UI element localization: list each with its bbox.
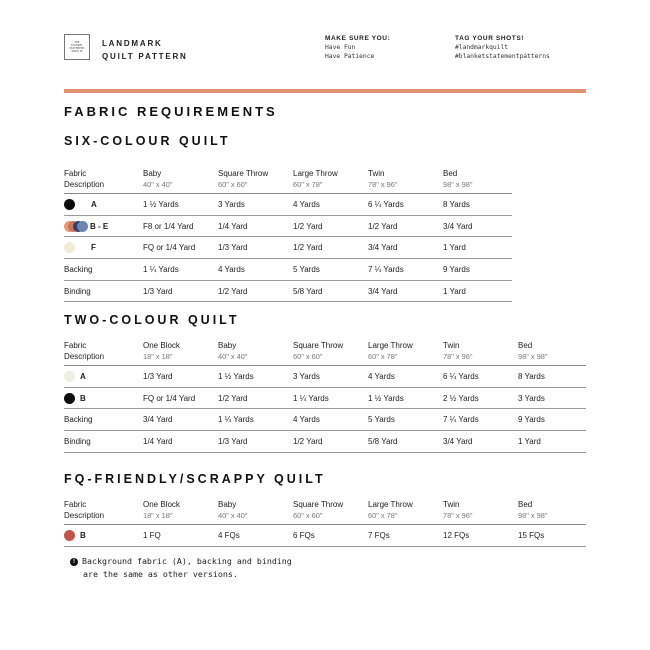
fabric-cell: F	[64, 237, 143, 259]
column-header: Large Throw 60" x 78"	[368, 340, 443, 366]
black-swatch-icon	[64, 199, 75, 210]
table-row	[64, 525, 586, 547]
table-cell: 1/3 Yard	[218, 431, 293, 453]
hashtag: #blanketstatementpatterns	[455, 53, 550, 60]
table-cell: 9 Yards	[443, 259, 512, 281]
table-cell: 4 Yards	[218, 259, 293, 281]
pattern-brand	[102, 37, 188, 63]
table-cell: 5 Yards	[368, 409, 443, 431]
fabric-cell: Binding	[64, 431, 143, 453]
column-header: Square Throw 60" x 60"	[293, 340, 368, 366]
table-cell: 1 ¼ Yards	[218, 409, 293, 431]
footnote	[70, 555, 292, 580]
table-cell: 1/4 Yard	[218, 215, 293, 237]
column-header: Fabric Description	[64, 168, 143, 194]
page-header	[64, 34, 594, 74]
hashtag: #landmarkquilt	[455, 44, 509, 51]
cream-swatch-icon	[64, 242, 75, 253]
table-cell: 3/4 Yard	[443, 215, 512, 237]
column-header: Twin 78" x 96"	[443, 340, 518, 366]
table-cell: 9 Yards	[518, 409, 586, 431]
six-colour-table	[64, 168, 512, 302]
blanket-statement-logo	[64, 34, 90, 60]
table-cell: 2 ½ Yards	[443, 387, 518, 409]
table-cell: 1/2 Yard	[218, 387, 293, 409]
table-row	[64, 194, 512, 216]
table-cell: 1 ¼ Yards	[293, 387, 368, 409]
table-header-row	[64, 340, 586, 366]
table-cell: 6 ¼ Yards	[368, 194, 443, 216]
fabric-cell: B	[64, 387, 143, 409]
column-header: Baby 40" x 40"	[143, 168, 218, 194]
column-header: Bed 98" x 98"	[518, 499, 586, 525]
table-cell: 4 Yards	[293, 409, 368, 431]
table-row	[64, 259, 512, 281]
logo-text: THE	[74, 41, 80, 44]
cream-swatch-icon	[64, 371, 75, 382]
column-header: One Block 18" x 18"	[143, 499, 218, 525]
table-cell: 6 FQs	[293, 525, 368, 547]
table-cell: 1 ½ Yards	[143, 194, 218, 216]
table-cell: 1/2 Yard	[368, 215, 443, 237]
table-cell: 3/4 Yard	[368, 280, 443, 302]
table-cell: 12 FQs	[443, 525, 518, 547]
table-cell: 5/8 Yard	[368, 431, 443, 453]
table-cell: 8 Yards	[443, 194, 512, 216]
table-cell: 3 Yards	[518, 387, 586, 409]
two-colour-title: TWO-COLOUR QUILT	[64, 313, 240, 327]
column-header: Square Throw 60" x 60"	[218, 168, 293, 194]
table-row	[64, 280, 512, 302]
table-cell: 1/2 Yard	[218, 280, 293, 302]
table-cell: 6 ¼ Yards	[443, 366, 518, 388]
column-header: Bed 98" x 98"	[518, 340, 586, 366]
multi-colour-swatch-icon	[64, 221, 88, 232]
column-header: Twin 78" x 96"	[443, 499, 518, 525]
table-cell: 3 Yards	[293, 366, 368, 388]
column-header: Fabric Description	[64, 340, 143, 366]
page-title: FABRIC REQUIREMENTS	[64, 104, 278, 119]
rust-swatch-icon	[64, 530, 75, 541]
table-cell: 1/4 Yard	[143, 431, 218, 453]
column-header: Square Throw 60" x 60"	[293, 499, 368, 525]
brand-line-2: QUILT PATTERN	[102, 52, 188, 61]
fabric-cell: A	[64, 194, 143, 216]
table-row	[64, 409, 586, 431]
table-cell: 4 Yards	[368, 366, 443, 388]
fabric-cell: B - E	[64, 215, 143, 237]
table-cell: 8 Yards	[518, 366, 586, 388]
fq-friendly-table	[64, 499, 586, 547]
table-cell: 3/4 Yard	[443, 431, 518, 453]
logo-text: BLANKET	[71, 44, 83, 47]
table-cell: 4 Yards	[293, 194, 368, 216]
table-cell: 1/3 Yard	[218, 237, 293, 259]
table-cell: FQ or 1/4 Yard	[143, 387, 218, 409]
column-header: Twin 78" x 96"	[368, 168, 443, 194]
make-sure-heading: MAKE SURE YOU:	[325, 35, 391, 42]
table-cell: 15 FQs	[518, 525, 586, 547]
six-colour-title: SIX-COLOUR QUILT	[64, 134, 231, 148]
make-sure-block	[325, 34, 390, 61]
logo-text: MADE IN	[71, 50, 83, 53]
table-row	[64, 366, 586, 388]
table-cell: 3/4 Yard	[368, 237, 443, 259]
table-cell: 7 ¼ Yards	[443, 409, 518, 431]
footnote-line: are the same as other versions.	[83, 568, 238, 579]
table-cell: 1/3 Yard	[143, 366, 218, 388]
table-cell: 1 Yard	[443, 237, 512, 259]
table-cell: 1/2 Yard	[293, 215, 368, 237]
table-row	[64, 387, 586, 409]
make-sure-line: Have Fun	[325, 44, 356, 51]
fabric-cell: Backing	[64, 409, 143, 431]
table-cell: 7 FQs	[368, 525, 443, 547]
table-cell: 5 Yards	[293, 259, 368, 281]
table-cell: 1 ¼ Yards	[143, 259, 218, 281]
table-header-row	[64, 499, 586, 525]
column-header: Large Throw 60" x 78"	[293, 168, 368, 194]
column-header: One Block 18" x 18"	[143, 340, 218, 366]
tag-shots-heading: TAG YOUR SHOTS!	[455, 35, 525, 42]
table-cell: 5/8 Yard	[293, 280, 368, 302]
table-cell: 4 FQs	[218, 525, 293, 547]
brand-line-1: LANDMARK	[102, 39, 163, 48]
table-cell: 3/4 Yard	[143, 409, 218, 431]
black-swatch-icon	[64, 393, 75, 404]
fabric-cell: A	[64, 366, 143, 388]
table-cell: 1 ½ Yards	[218, 366, 293, 388]
table-cell: 1 ½ Yards	[368, 387, 443, 409]
footnote-line: Background fabric (A), backing and binding	[82, 556, 292, 566]
table-cell: F8 or 1/4 Yard	[143, 215, 218, 237]
table-cell: 1/2 Yard	[293, 237, 368, 259]
table-cell: 1 Yard	[518, 431, 586, 453]
make-sure-line: Have Patience	[325, 53, 375, 60]
table-row	[64, 431, 586, 453]
table-cell: 1 Yard	[443, 280, 512, 302]
table-cell: 1/2 Yard	[293, 431, 368, 453]
accent-divider	[64, 89, 586, 93]
table-header-row	[64, 168, 512, 194]
table-cell: 1 FQ	[143, 525, 218, 547]
column-header: Large Throw 60" x 78"	[368, 499, 443, 525]
table-cell: 1/3 Yard	[143, 280, 218, 302]
table-row	[64, 215, 512, 237]
fabric-cell: Binding	[64, 280, 143, 302]
fq-friendly-title: FQ-FRIENDLY/SCRAPPY QUILT	[64, 472, 326, 486]
logo-text: STATEMENT	[69, 47, 85, 50]
table-cell: 7 ¼ Yards	[368, 259, 443, 281]
column-header: Bed 98" x 98"	[443, 168, 512, 194]
column-header: Baby 40" x 40"	[218, 340, 293, 366]
two-colour-table	[64, 340, 586, 453]
exclamation-circle-icon: !	[70, 558, 78, 566]
fabric-cell: Backing	[64, 259, 143, 281]
column-header: Baby 40" x 40"	[218, 499, 293, 525]
table-cell: FQ or 1/4 Yard	[143, 237, 218, 259]
column-header: Fabric Description	[64, 499, 143, 525]
table-row	[64, 237, 512, 259]
fabric-cell: B	[64, 525, 143, 547]
table-cell: 3 Yards	[218, 194, 293, 216]
tag-shots-block	[455, 34, 550, 61]
